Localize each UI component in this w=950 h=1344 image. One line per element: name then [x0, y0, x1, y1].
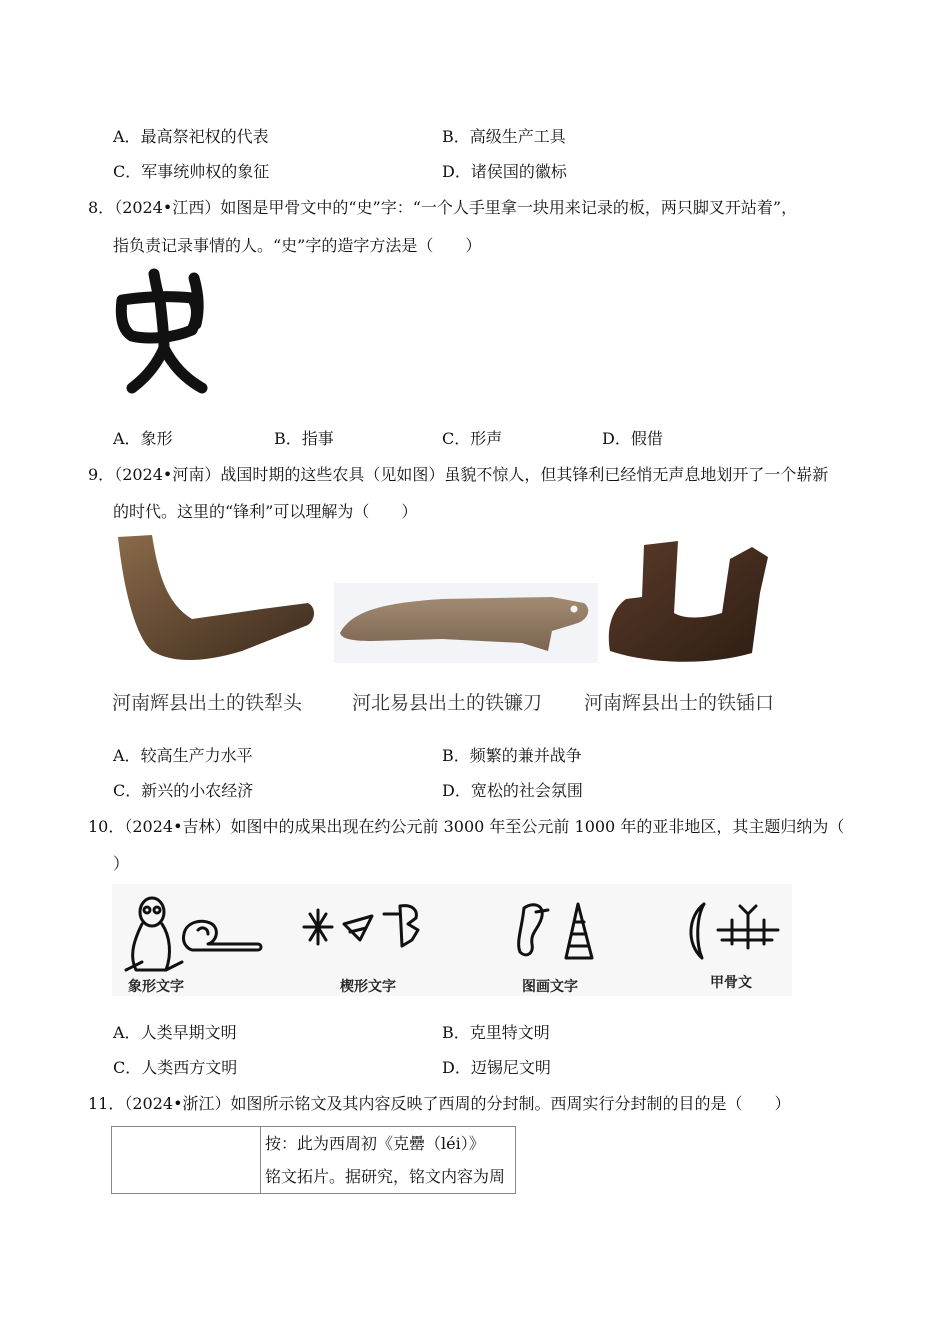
question-number: 11．	[88, 1094, 125, 1113]
label-oracle-bone: 甲骨文	[710, 975, 752, 991]
q11-stem: 11．（2024•浙江）如图所示铭文及其内容反映了西周的分封制。西周实行分封制的目的是（ ）	[88, 1094, 791, 1113]
q7-option-a[interactable]: A．最高祭祀权的代表	[113, 127, 269, 146]
label-hieroglyphs: 象形文字	[128, 979, 184, 995]
oracle-bone-shi-character-image	[112, 268, 212, 398]
question-number: 10．	[88, 817, 125, 836]
q8-stem-line2: 指负责记录事情的人。“史”字的造字方法是（ ）	[113, 236, 482, 255]
sickle-hole	[571, 606, 578, 613]
q10-option-b[interactable]: B．克里特文明	[442, 1023, 550, 1042]
note-line-2: 铭文拓片。据研究，铭文内容为周	[265, 1167, 506, 1186]
inscription-note-cell	[261, 1127, 516, 1194]
q10-stem-line1: 10．（2024•吉林）如图中的成果出现在约公元前 3000 年至公元前 1000 年的亚非地区，其主题归纳为（	[88, 817, 845, 836]
ancient-scripts-image	[112, 884, 792, 996]
q9-option-a[interactable]: A．较高生产力水平	[113, 746, 253, 765]
inscription-table	[111, 1126, 516, 1194]
note-line-1: 按：此为西周初《克罍（léi）》	[265, 1134, 485, 1153]
q7-option-c[interactable]: C．军事统帅权的象征	[113, 162, 270, 181]
iron-plough-head	[118, 535, 314, 660]
q9-stem-line1: 9．（2024•河南）战国时期的这些农具（见如图）虽貌不惊人，但其锋利已经悄无声息地划开了一个崭新	[88, 465, 829, 484]
caption-spade-mouth: 河南辉县出士的铁锸口	[584, 692, 775, 714]
q9-option-b[interactable]: B．频繁的兼并战争	[442, 746, 582, 765]
q7-option-b[interactable]: B．高级生产工具	[442, 127, 566, 146]
q9-option-d[interactable]: D．宽松的社会氛围	[442, 781, 583, 800]
q9-option-c[interactable]: C．新兴的小农经济	[113, 781, 254, 800]
q10-option-d[interactable]: D．迈锡尼文明	[442, 1058, 551, 1077]
inscription-image-cell	[112, 1127, 261, 1194]
caption-plough-head: 河南辉县出土的铁犁头	[112, 692, 303, 714]
q8-option-b[interactable]: B．指事	[274, 429, 334, 448]
label-cuneiform: 楔形文字	[340, 979, 396, 995]
question-number: 8．	[88, 198, 115, 217]
q8-option-c[interactable]: C．形声	[442, 429, 503, 448]
q8-option-a[interactable]: A．象形	[113, 429, 173, 448]
caption-sickle: 河北易县出土的铁镰刀	[352, 692, 543, 714]
q7-option-d[interactable]: D．诸侯国的徽标	[442, 162, 567, 181]
iron-spade-mouth	[609, 541, 768, 662]
q8-option-d[interactable]: D．假借	[602, 429, 663, 448]
q10-option-a[interactable]: A．人类早期文明	[113, 1023, 237, 1042]
q10-stem-line2: ）	[113, 854, 130, 873]
iron-farm-tools-image	[112, 533, 792, 683]
q9-stem-line2: 的时代。这里的“锋利”可以理解为（ ）	[113, 502, 418, 521]
q8-stem-line1: 8．（2024•江西）如图是甲骨文中的“史”字：“一个人手里拿一块用来记录的板，两只脚叉开站着”，	[88, 198, 798, 217]
label-pictograph: 图画文字	[522, 979, 578, 995]
question-number: 9．	[88, 465, 115, 484]
q10-option-c[interactable]: C．人类西方文明	[113, 1058, 238, 1077]
